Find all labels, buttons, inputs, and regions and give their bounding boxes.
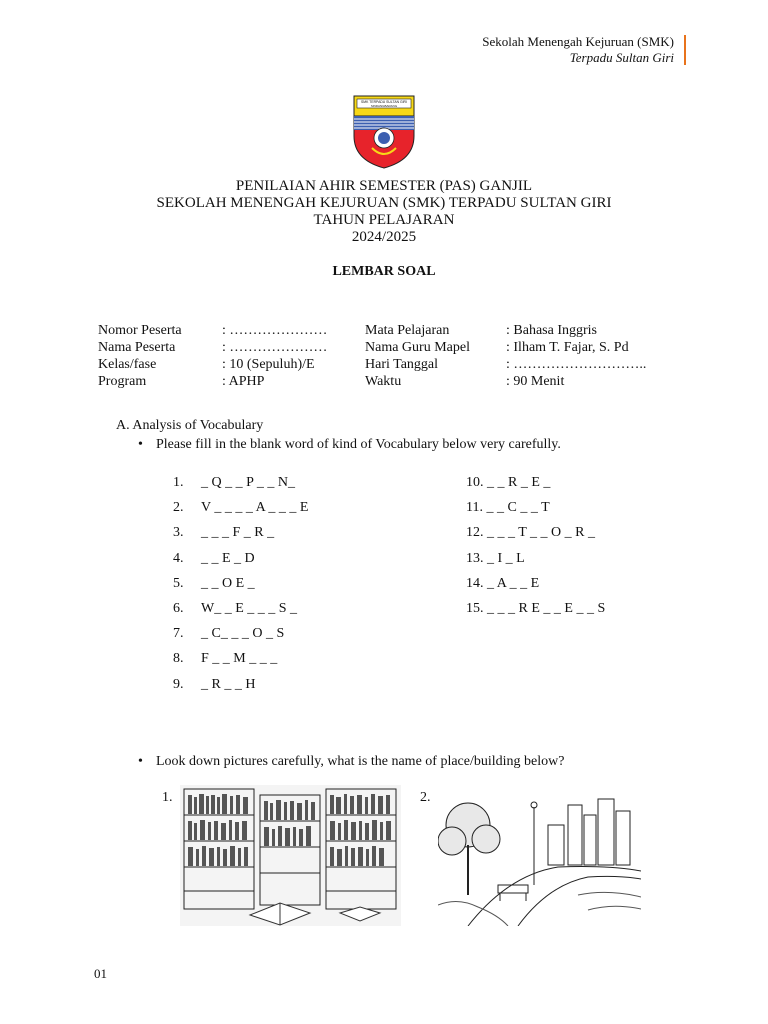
- info-label-nama-guru: Nama Guru Mapel: [365, 340, 470, 355]
- school-header-line2: Terpadu Sultan Giri: [569, 50, 674, 65]
- info-value-nomor-peserta: : …………………: [222, 323, 328, 338]
- vocab-blank: _ _ _ R E _ _ E _ _ S: [487, 600, 606, 616]
- vocab-number: 10.: [466, 475, 484, 490]
- vocab-item: [466, 550, 605, 575]
- info-label-nomor-peserta: Nomor Peserta: [98, 323, 182, 338]
- vocab-blank: _ _ C _ _ T: [486, 500, 550, 516]
- school-crest-icon: [352, 92, 416, 170]
- vocab-item: [466, 524, 605, 549]
- vocab-number: 7.: [173, 626, 184, 642]
- city-park-sketch: [438, 785, 641, 926]
- info-label-kelas: Kelas/fase: [98, 357, 157, 372]
- vocab-item: [466, 499, 605, 524]
- info-label-waktu: Waktu: [365, 374, 402, 389]
- vocab-number: 3.: [173, 525, 184, 541]
- info-label-hari-tanggal: Hari Tanggal: [365, 357, 439, 372]
- vocab-blank: _ _ E _ D: [201, 550, 255, 566]
- logo-banner-text: SMK TERPADU SULTAN GIRI: [361, 100, 407, 104]
- exam-title-line3: TAHUN PELAJARAN: [313, 212, 455, 228]
- vocab-item: [173, 550, 308, 575]
- vocab-blank: _ Q _ _ P _ _ N_: [201, 475, 295, 490]
- lembar-soal-heading: LEMBAR SOAL: [332, 264, 436, 279]
- page-number: 01: [94, 966, 107, 981]
- info-value-nama-guru: : Ilham T. Fajar, S. Pd: [506, 340, 629, 355]
- exam-title-line1: PENILAIAN AHIR SEMESTER (PAS) GANJIL: [235, 178, 533, 194]
- vocab-item: [173, 474, 308, 499]
- vocab-number: 4.: [173, 550, 184, 566]
- vocab-blank: _ R _ _ H: [201, 676, 256, 692]
- vocab-item: [173, 575, 308, 600]
- vocab-number: 1.: [173, 475, 184, 490]
- vocab-number: 6.: [173, 600, 184, 616]
- vocab-blank: _ _ _ T _ _ O _ R _: [487, 525, 595, 541]
- picture-2-number: 2.: [420, 790, 431, 805]
- vocab-number: 11.: [466, 500, 483, 516]
- info-value-waktu: : 90 Menit: [506, 374, 565, 389]
- vocab-item: [466, 474, 605, 499]
- exam-title: [0, 178, 768, 246]
- vocab-blank: _ _ R _ E _: [487, 475, 551, 490]
- vocab-blank: _ A _ _ E: [487, 575, 540, 591]
- vocab-item: [173, 625, 308, 650]
- info-label-program: Program: [98, 374, 147, 389]
- exam-title-line2: SEKOLAH MENENGAH KEJURUAN (SMK) TERPADU SULTAN GIRI: [156, 195, 612, 211]
- vocab-list-right: [466, 474, 605, 625]
- vocab-item: [466, 600, 605, 625]
- info-value-nama-peserta: : …………………: [222, 340, 328, 355]
- vocab-blank: _ C_ _ _ O _ S: [201, 626, 285, 642]
- vocab-number: 9.: [173, 676, 184, 692]
- info-value-mata-pelajaran: : Bahasa Inggris: [506, 323, 597, 338]
- vocab-number: 15.: [466, 600, 484, 616]
- vocab-item: [173, 524, 308, 549]
- instruction-pictures: • Look down pictures carefully, what is the name of place/building below?: [156, 754, 564, 770]
- vocab-item: [173, 650, 308, 675]
- vocab-number: 8.: [173, 651, 184, 667]
- vocab-item: [173, 600, 308, 625]
- info-value-kelas: : 10 (Sepuluh)/E: [222, 357, 315, 372]
- library-bookshelves-sketch: [180, 785, 401, 926]
- vocab-blank: F _ _ M _ _ _: [201, 651, 278, 667]
- exam-title-line4: 2024/2025: [351, 229, 417, 245]
- header-accent-bar: [684, 35, 686, 65]
- picture-1-number: 1.: [162, 790, 173, 805]
- info-value-hari-tanggal: : ………………………..: [506, 357, 647, 372]
- vocab-blank: _ _ _ F _ R _: [201, 525, 275, 541]
- section-a-heading: A. Analysis of Vocabulary: [116, 418, 264, 433]
- vocab-blank: _ _ O E _: [201, 575, 255, 591]
- info-value-program: : APHP: [222, 374, 265, 389]
- vocab-number: 13.: [466, 550, 484, 566]
- school-header: [482, 34, 674, 66]
- vocab-list-left: [173, 474, 308, 701]
- vocab-number: 12.: [466, 525, 484, 541]
- vocab-item: [173, 499, 308, 524]
- instruction-vocabulary: • Please fill in the blank word of kind of Vocabulary below very carefully.: [156, 437, 561, 453]
- vocab-blank: W_ _ E _ _ _ S _: [201, 600, 298, 616]
- vocab-blank: _ I _ L: [487, 550, 525, 566]
- vocab-number: 5.: [173, 575, 184, 591]
- vocab-item: [466, 575, 605, 600]
- vocab-number: 14.: [466, 575, 484, 591]
- info-label-mata-pelajaran: Mata Pelajaran: [365, 323, 450, 338]
- vocab-blank: V _ _ _ _ A _ _ _ E: [201, 500, 309, 516]
- school-header-line1: Sekolah Menengah Kejuruan (SMK): [482, 34, 674, 49]
- logo-banner-subtext: SINDANGBARANG: [370, 104, 398, 108]
- vocab-number: 2.: [173, 500, 184, 516]
- vocab-item: [173, 676, 308, 701]
- info-label-nama-peserta: Nama Peserta: [98, 340, 176, 355]
